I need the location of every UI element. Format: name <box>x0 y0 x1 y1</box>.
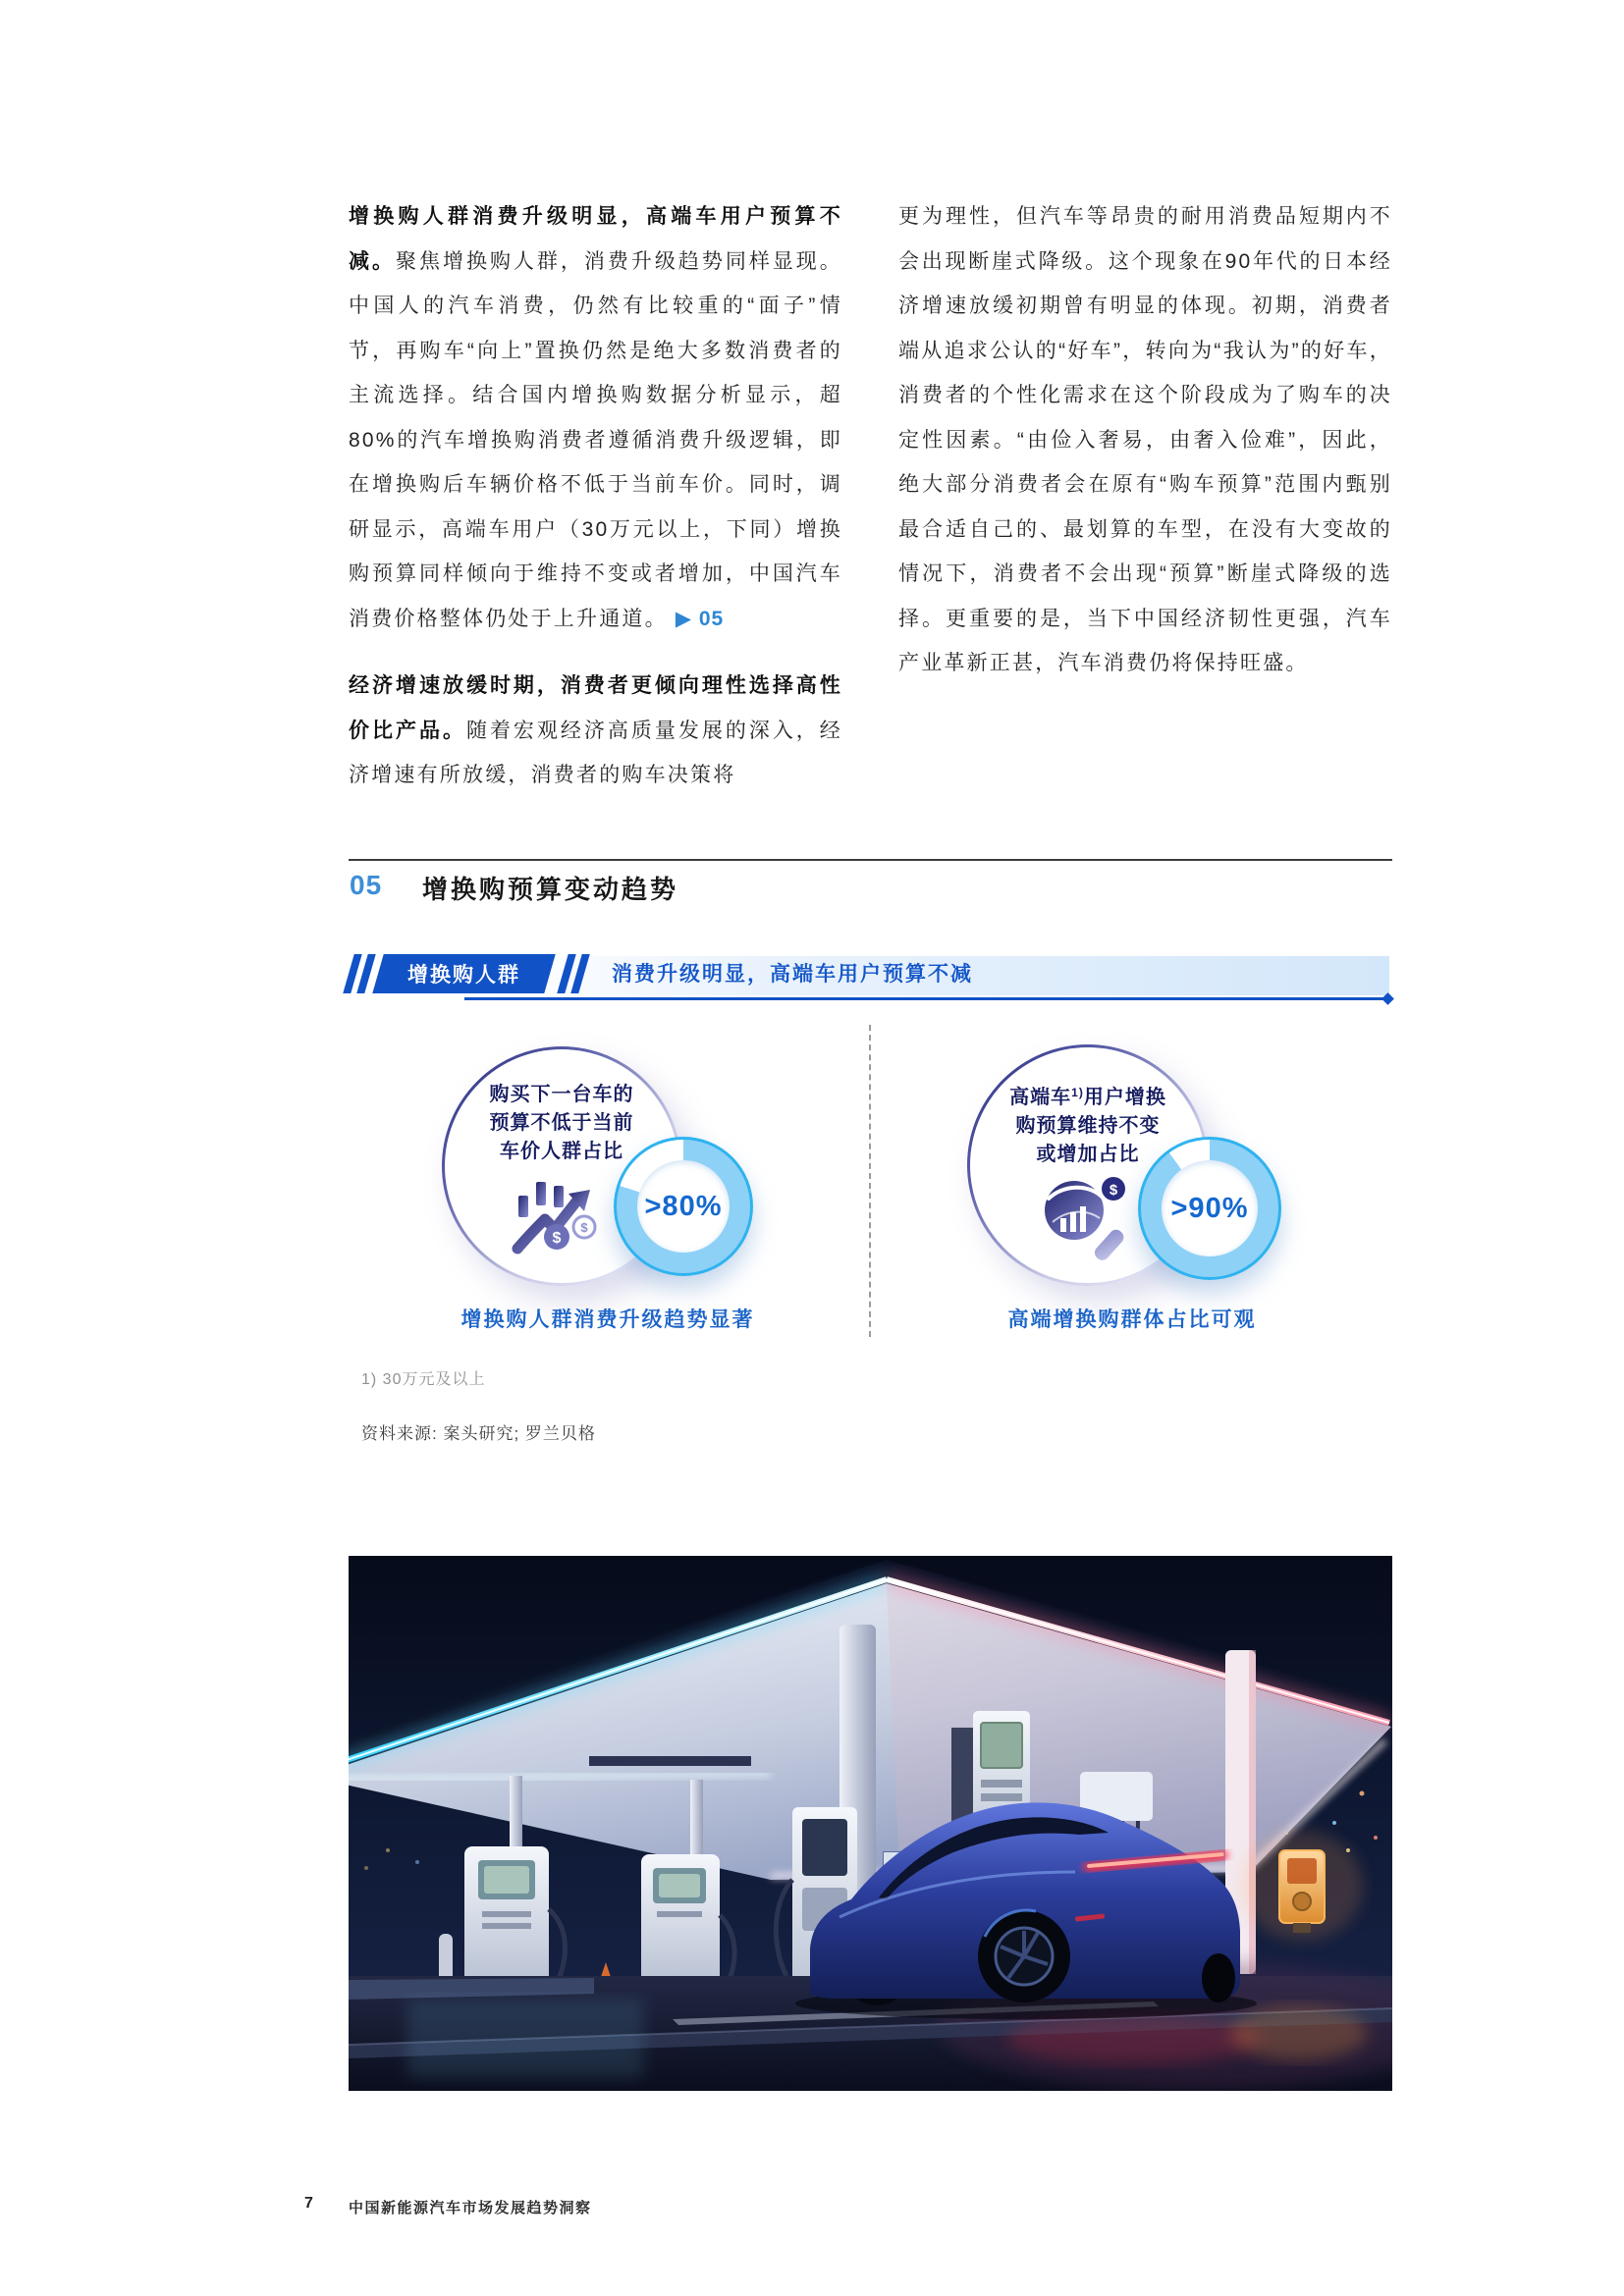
paragraph-2 <box>349 664 842 798</box>
figure-caption-right: 高端增换购群体占比可观 <box>1007 1308 1257 1331</box>
donut-value: >90% <box>1170 1192 1249 1224</box>
bubble-label-text: 高端车 <box>1009 1087 1072 1108</box>
figure-ref-link[interactable]: ▶ 05 <box>675 607 725 630</box>
source-line: 资料来源: 案头研究; 罗兰贝格 <box>361 1424 596 1443</box>
figure-caption-left: 增换购人群消费升级趋势显著 <box>460 1308 755 1331</box>
page-number: 7 <box>304 2195 313 2212</box>
red-reflection <box>1006 2013 1262 2064</box>
figure-divider-dashed <box>869 1025 871 1337</box>
section-number: 05 <box>350 870 383 900</box>
donut-chart-80 <box>614 1137 753 1276</box>
paragraph-1-lead: 增换购人群消费升级明显，高端车用户预算不减。 <box>349 205 842 273</box>
paragraph-1 <box>349 194 842 641</box>
orange-reflection <box>1230 2005 1368 2060</box>
article-body <box>349 194 1392 798</box>
svg-text:$: $ <box>552 1230 562 1247</box>
donut-hole <box>1162 1160 1258 1256</box>
cyan-reflection <box>407 2000 643 2078</box>
donut-value: >80% <box>644 1190 723 1222</box>
banner-tag-label: 增换购人群 <box>407 964 520 987</box>
footnote-marker: 1) <box>1071 1086 1084 1099</box>
donut-chart-90 <box>1138 1137 1281 1280</box>
figure-banner <box>349 954 1392 1003</box>
paragraph-2-continued: 更为理性，但汽车等昂贵的耐用消费品短期内不会出现断崖式降级。这个现象在90年代的日本经济增速放缓初期曾有明显的体现。初期，消费者端从追求公认的“好车”，转向为“我认为”的好车，消费者的个性化需求在这个阶段成为了购车的决定性因素。“由俭入奢易，由奢入俭难”，因此，绝大部分消费者会在原有“购车预算”范围内甄别最合适自己的、最划算的车型，在没有大变故的情况下，消费者不会出现“预算”断崖式降级的选择。更重要的是，当下中国经济韧性更强，汽车产业革新正甚，汽车消费仍将保持旺盛。 <box>898 205 1392 674</box>
banner-tag <box>372 954 555 993</box>
figure-05 <box>349 1021 1392 1345</box>
section-title: 增换购预算变动趋势 <box>422 875 679 904</box>
article-column-left <box>349 194 842 798</box>
paragraph-2-text: 随着宏观经济高质量发展的深入，经济增速有所放缓，消费者的购车决策将 <box>349 719 842 786</box>
growth-chart-icon <box>512 1170 612 1255</box>
bubble-label <box>1008 1079 1167 1169</box>
magnifier-analytics-icon <box>1033 1173 1143 1263</box>
ceiling-fixture <box>589 1756 751 1766</box>
far-wheel <box>1202 1953 1235 2002</box>
footnote-1: 1) 30万元及以上 <box>361 1371 486 1388</box>
section-divider-rule <box>349 859 1392 861</box>
hero-image-ev-charging-station <box>349 1556 1392 2091</box>
bubble-label: 购买下一台车的预算不低于当前车价人群占比 <box>489 1084 634 1162</box>
bubble-label-text: 用户增换购预算维持不变或增加占比 <box>1015 1087 1166 1165</box>
banner-underline <box>464 997 1387 1000</box>
svg-text:$: $ <box>1109 1182 1118 1199</box>
paragraph-2-lead: 经济增速放缓时期，消费者更倾向理性选择高性价比产品。 <box>349 674 842 742</box>
donut-hole <box>637 1160 730 1253</box>
svg-text:$: $ <box>580 1220 588 1235</box>
banner-subtitle: 消费升级明显，高端车用户预算不减 <box>612 963 973 986</box>
article-column-right <box>898 194 1392 798</box>
paragraph-1-text: 聚焦增换购人群，消费升级趋势同样显现。中国人的汽车消费，仍然有比较重的“面子”情节，再购车“向上”置换仍然是绝大多数消费者的主流选择。结合国内增换购数据分析显示，超80%的汽车增换购消费者遵循消费升级逻辑，即在增换购后车辆价格不低于当前车价。同时，调研显示，高端车用户（30万元以上，下同）增换购预算同样倾向于维持不变或者增加，中国汽车消费价格整体仍处于上升通道。 <box>349 249 842 630</box>
orange-sign <box>1241 1831 1363 1941</box>
footer-booklet-title: 中国新能源汽车市场发展趋势洞察 <box>349 2200 592 2216</box>
